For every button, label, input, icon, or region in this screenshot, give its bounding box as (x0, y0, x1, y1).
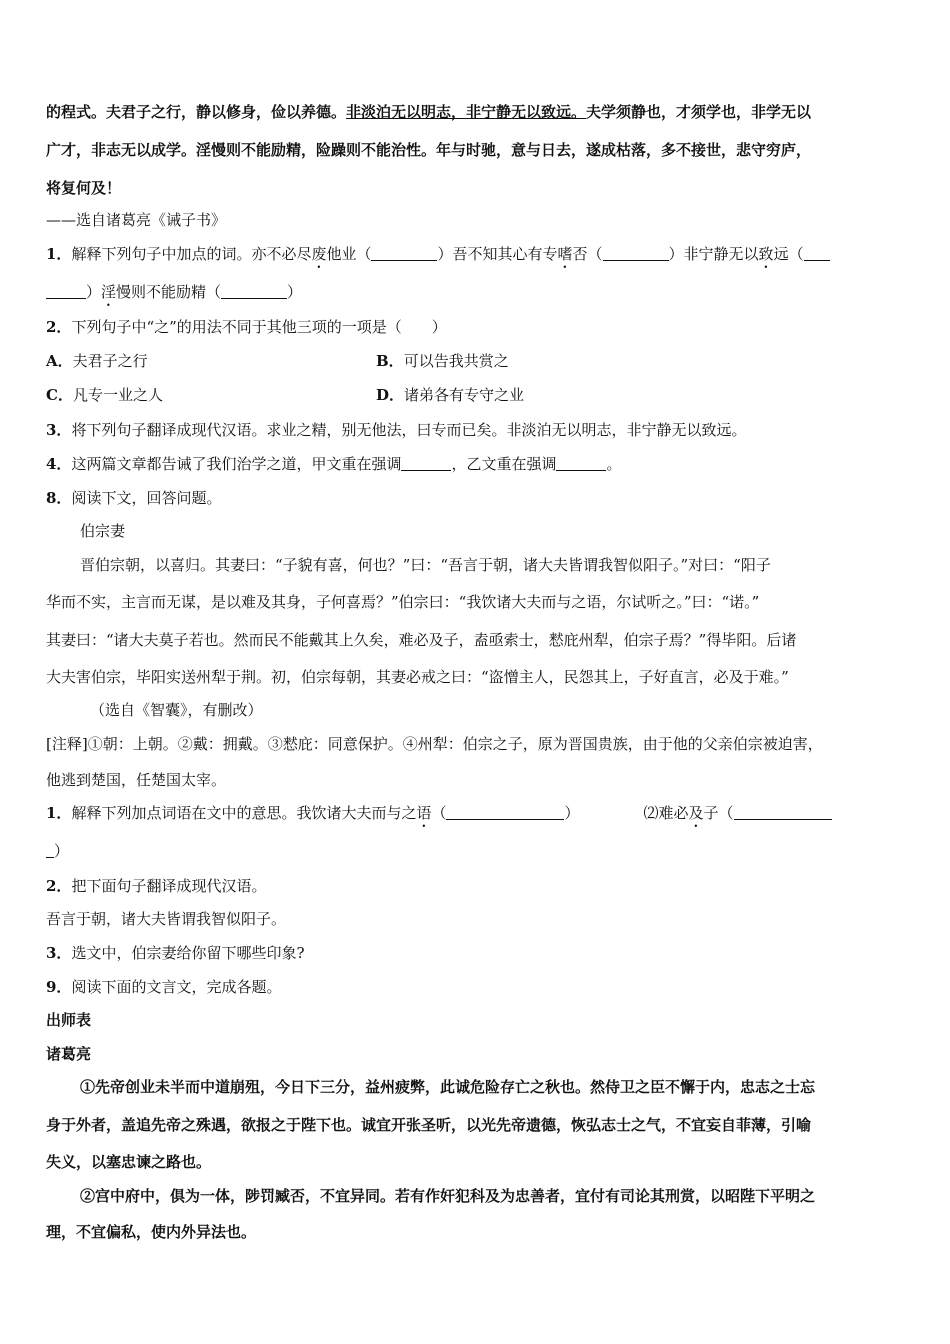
answer-blank[interactable] (446, 805, 564, 820)
question-8 (46, 488, 906, 508)
passage-line: ①先帝创业未半而中道崩殂，今日下三分，益州疲弊，此诚危险存亡之秋也。然侍卫之臣不懈于内，忠志之士忘 (80, 1078, 816, 1096)
question-text: ）非宁静无以 (668, 245, 759, 263)
passage-author: 诸葛亮 (46, 1045, 92, 1063)
question-text: 子（ (703, 804, 734, 822)
question-9 (46, 977, 906, 997)
dotted-word: 废 (311, 245, 327, 263)
option-text: 凡专一业之人 (72, 386, 163, 404)
question-number: 1． (46, 804, 72, 822)
question-8-3 (46, 943, 906, 963)
passage-line: ②宫中府中，俱为一体，陟罚臧否，不宜异同。若有作奸犯科及为忠善者，宜付有司论其刑赏，以昭陛下平明之 (80, 1187, 816, 1205)
question-text: （ (431, 804, 447, 822)
question-number: 2． (46, 877, 72, 895)
question-text: 解释下列加点词语在文中的意思。我饮诸大夫而与之 (71, 804, 417, 822)
passage-text: 夫学须静也，才须学也，非学无以 (586, 103, 812, 121)
answer-blank[interactable] (46, 284, 86, 299)
question-3 (46, 420, 906, 440)
passage-line: 大夫害伯宗，毕阳实送州犁于荆。初，伯宗每朝，其妻必戒之曰：“盗憎主人，民怨其上，子好直言，必及于难。” (46, 668, 789, 686)
question-number: 2． (46, 318, 72, 336)
dotted-word: 嗜 (557, 245, 573, 263)
question-number: 4． (46, 455, 72, 473)
question-text: ） (287, 283, 303, 301)
passage-title: 出师表 (46, 1011, 92, 1029)
dotted-word: 淫 (101, 283, 117, 301)
question-number: 8． (46, 489, 72, 507)
answer-blank[interactable] (556, 456, 606, 471)
annotation-note: [注释]①朝：上朝。②戴：拥戴。③慭庇：同意保护。④州犁：伯宗之子，原为晋国贵族，由于他的父亲伯宗被迫害， (46, 735, 823, 753)
question-text: ） (564, 804, 580, 822)
annotation-note: 他逃到楚国，任楚国太宰。 (46, 771, 227, 789)
option-a[interactable] (46, 352, 148, 370)
passage-text: 的程式。夫君子之行，静以修身，俭以养德。 (46, 103, 347, 121)
dotted-word: 语 (416, 804, 432, 822)
question-text: 否（ (572, 245, 603, 263)
question-number: 1． (46, 245, 72, 263)
passage-line: 晋伯宗朝，以喜归。其妻曰：“子貌有喜，何也？”曰：“吾言于朝，诸大夫皆谓我智似阳子。”对曰：“阳子 (80, 556, 771, 574)
source-citation: （选自《智囊》，有删改） (90, 701, 263, 719)
answer-blank[interactable] (221, 284, 287, 299)
option-text: 诸弟各有专守之业 (404, 386, 525, 404)
option-text: 可以告我共赏之 (403, 352, 509, 370)
dotted-word: 及 (688, 804, 704, 822)
option-label: A． (46, 352, 73, 370)
passage-line: 华而不实，主言而无谋，是以难及其身，子何喜焉？”伯宗曰：“我饮诸大夫而与之语，尔试听之。”曰：“诺。” (46, 593, 760, 611)
option-text: 夫君子之行 (72, 352, 148, 370)
passage-line: 将复何及！ (46, 179, 122, 197)
passage-line: 理，不宜偏私，使内外异法也。 (46, 1223, 257, 1241)
answer-blank[interactable] (371, 246, 437, 261)
question-number: 3． (46, 421, 72, 439)
passage-line: 身于外者，盖追先帝之殊遇，欲报之于陛下也。诚宜开张圣听，以光先帝遗德，恢弘志士之气，不宜妄自菲薄，引喻 (46, 1116, 812, 1134)
options-row (46, 351, 906, 371)
option-label: B． (376, 352, 404, 370)
question-text: ） (86, 283, 102, 301)
source-citation: ——选自诸葛亮《诫子书》 (46, 211, 227, 229)
question-text: 解释下列句子中加点的词。亦不必尽 (71, 245, 312, 263)
question-1-cont (46, 282, 906, 310)
option-c[interactable] (46, 386, 163, 404)
option-d[interactable] (376, 385, 524, 405)
question-8-1-cont (46, 841, 906, 861)
question-text: 。 (606, 455, 622, 473)
passage-line: 广才，非志无以成学。淫慢则不能励精，险躁则不能治性。年与时驰，意与日去，遂成枯落，多不接世，悲守穷庐， (46, 141, 812, 159)
question-number: 3． (46, 944, 72, 962)
question-text: ⑵难必 (643, 804, 689, 822)
answer-blank[interactable] (603, 246, 669, 261)
question-number: 9． (46, 978, 72, 996)
option-label: D． (376, 386, 405, 404)
question-text: 阅读下面的文言文，完成各题。 (71, 978, 282, 996)
question-text: ）吾不知其心有专 (437, 245, 558, 263)
dotted-word: 致 (758, 245, 774, 263)
question-4 (46, 454, 906, 474)
question-text: 将下列句子翻译成现代汉语。求业之精，别无他法，曰专而已矣。非淡泊无以明志，非宁静无以致远。 (71, 421, 747, 439)
question-2 (46, 317, 906, 337)
options-row (46, 385, 906, 405)
question-1 (46, 244, 906, 272)
option-label: C． (46, 386, 73, 404)
question-8-1 (46, 803, 906, 831)
question-text: 阅读下文，回答问题。 (71, 489, 222, 507)
option-b[interactable] (376, 351, 509, 371)
question-text: ，乙文重在强调 (451, 455, 557, 473)
passage-line: 失义，以塞忠谏之路也。 (46, 1153, 212, 1171)
question-text: ） (54, 842, 70, 860)
question-text: 把下面句子翻译成现代汉语。 (71, 877, 267, 895)
question-text: 下列句子中“之”的用法不同于其他三项的一项是（ ） (71, 318, 447, 336)
passage-title: 伯宗妻 (80, 522, 126, 540)
question-text: 他业（ (326, 245, 372, 263)
question-8-2 (46, 876, 906, 896)
question-text: 选文中，伯宗妻给你留下哪些印象? (71, 944, 305, 962)
answer-blank[interactable] (734, 805, 832, 820)
translate-sentence: 吾言于朝，诸大夫皆谓我智似阳子。 (46, 910, 287, 928)
answer-blank[interactable] (46, 843, 54, 858)
question-text: 这两篇文章都告诫了我们治学之道，甲文重在强调 (71, 455, 402, 473)
answer-blank[interactable] (401, 456, 451, 471)
answer-blank[interactable] (804, 246, 830, 261)
question-text: 慢则不能励精（ (116, 283, 222, 301)
passage-line: 其妻曰：“诸大夫莫子若也。然而民不能戴其上久矣，难必及子，盍亟索士，慭庇州犁，伯宗子焉？”得毕阳。后诸 (46, 631, 797, 649)
underlined-sentence: 非淡泊无以明志，非宁静无以致远。 (346, 103, 587, 121)
passage-line (46, 102, 906, 122)
question-text: 远（ (773, 245, 804, 263)
